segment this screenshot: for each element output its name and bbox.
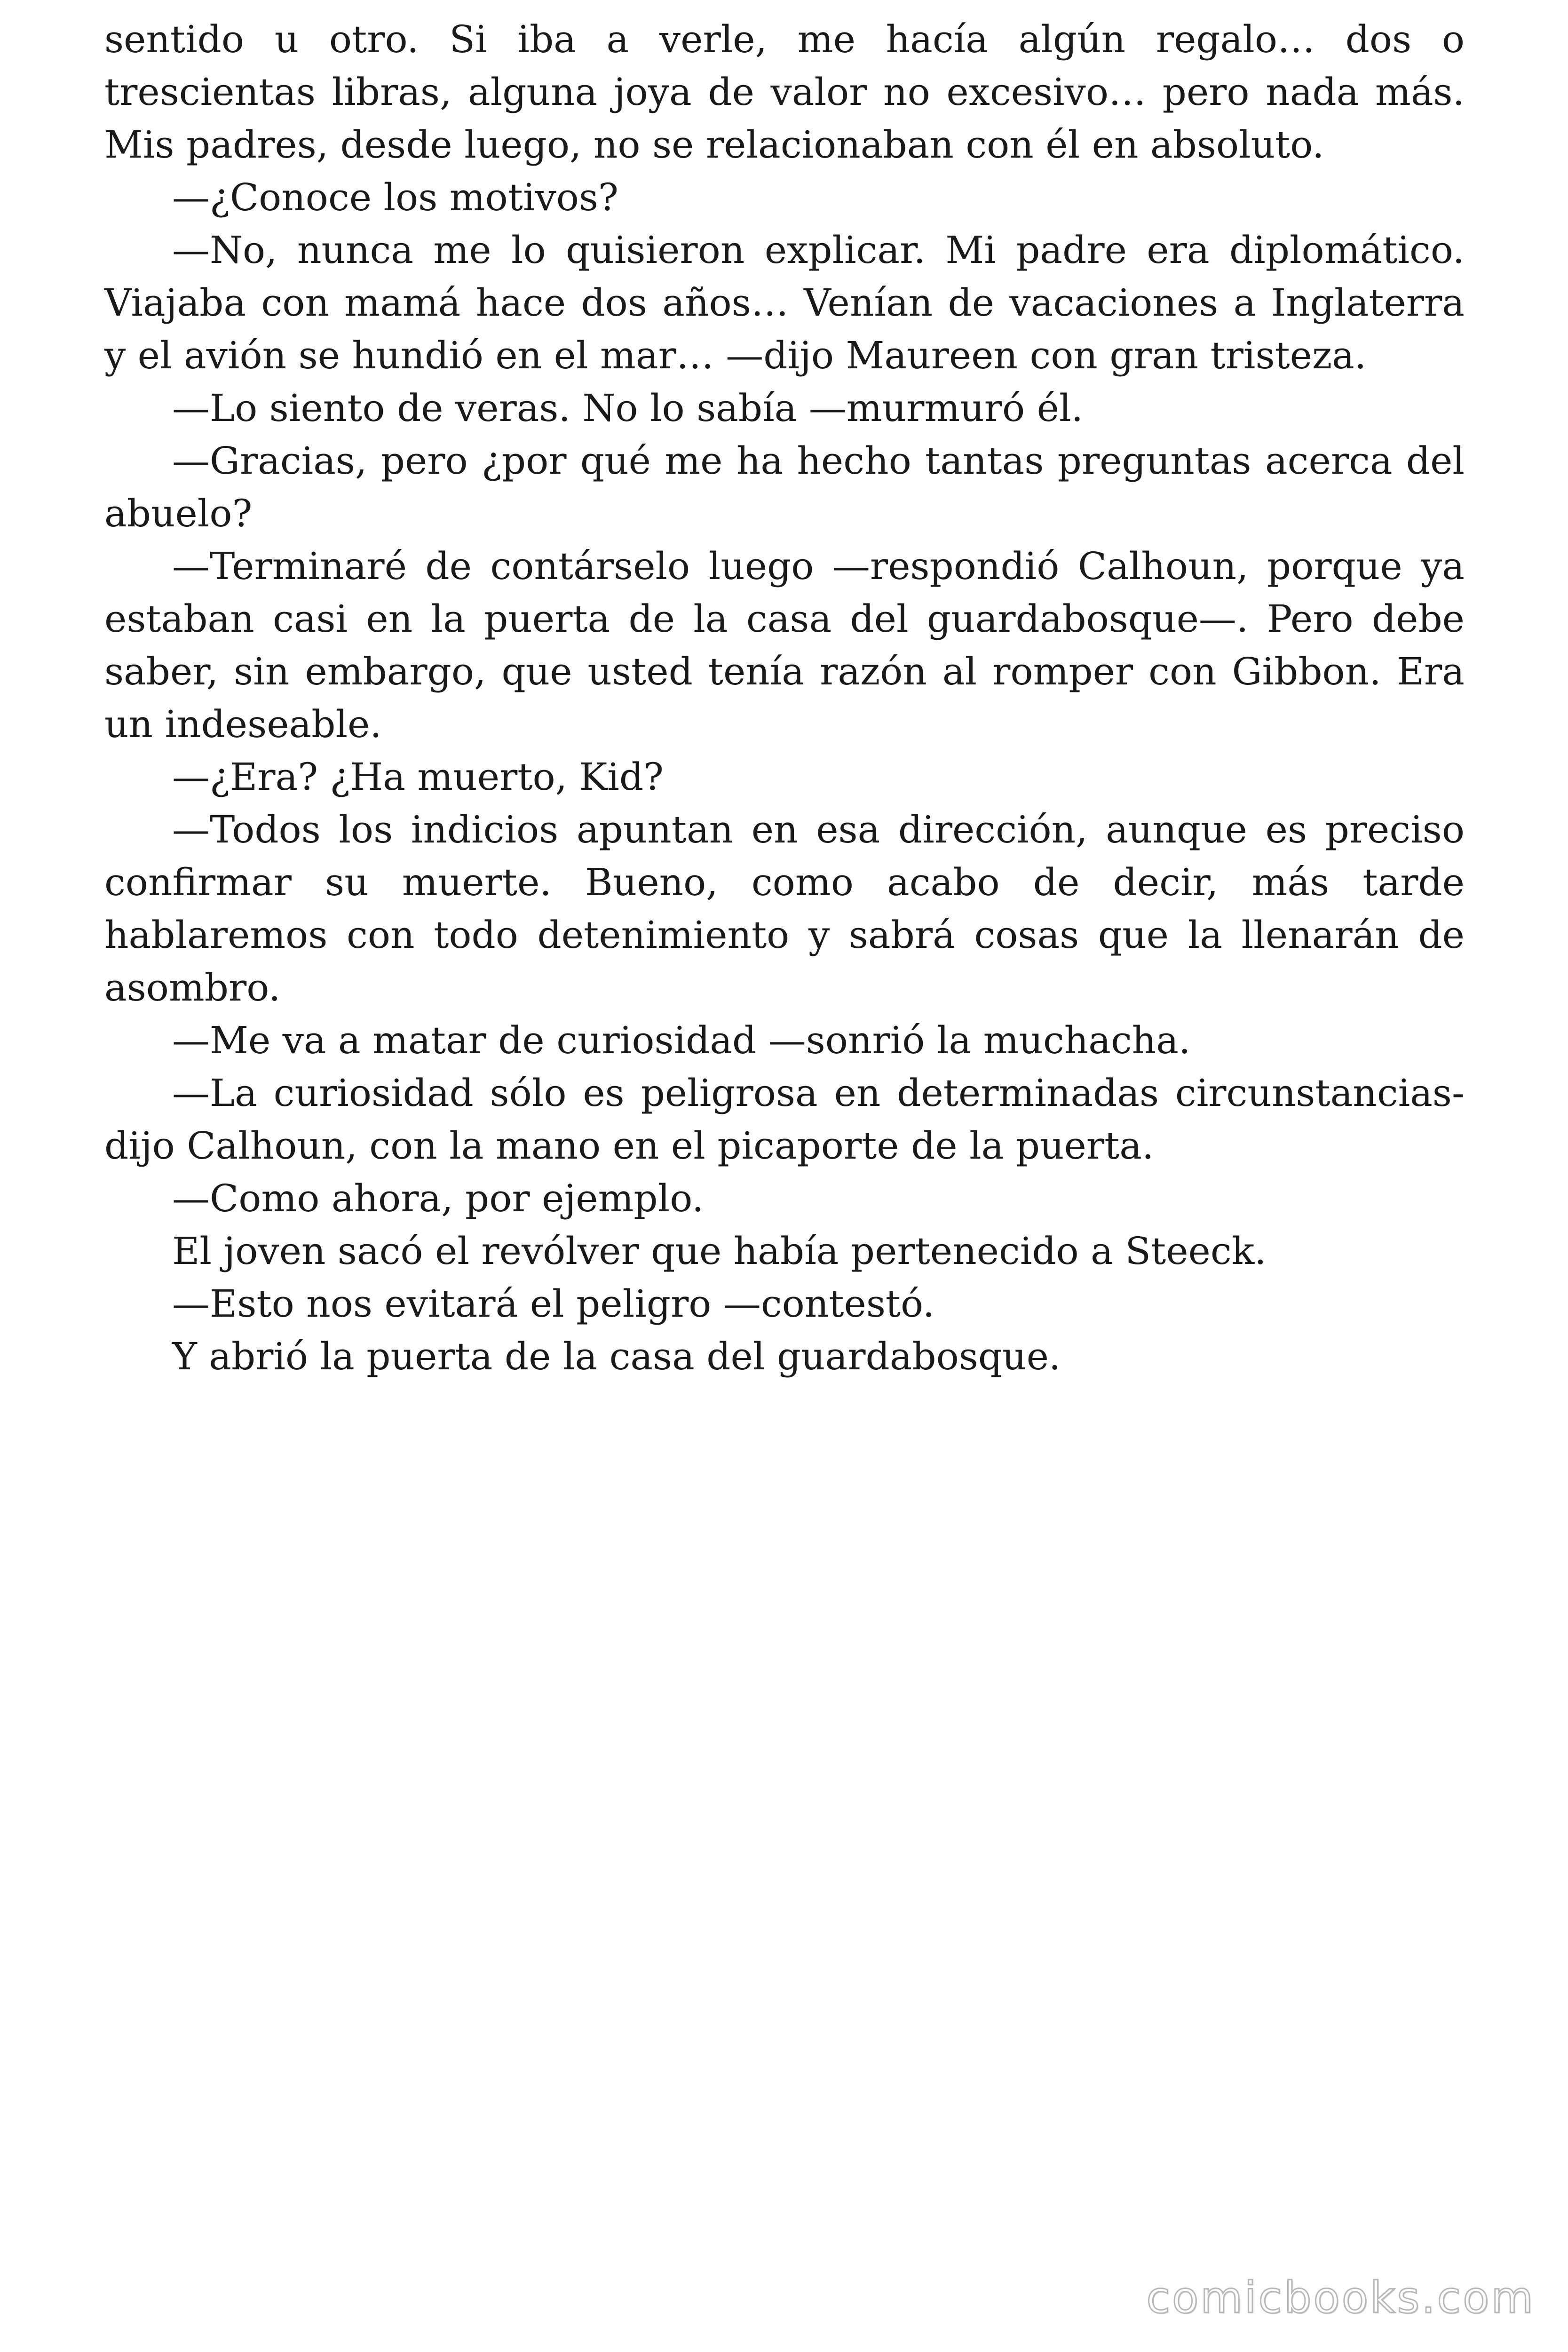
paragraph-10: —La curiosidad sólo es peligrosa en determinadas circunstancias-dijo Calhoun, con la mano en el picaporte de la puerta.	[104, 1071, 1465, 1168]
paragraph-6: —Terminaré de contárselo luego —respondió Calhoun, porque ya estaban casi en la puerta de la casa del guardabosque—. Pero debe saber, sin embargo, que usted tenía razón al romper con Gibbon. Era un indeseable.	[104, 544, 1465, 746]
watermark: comicbooks.com	[1146, 2273, 1535, 2323]
paragraph-12: El joven sacó el revólver que había pertenecido a Steeck.	[172, 1229, 1267, 1273]
paragraph-7: —¿Era? ¿Ha muerto, Kid?	[172, 755, 664, 799]
paragraph-2: —¿Conoce los motivos?	[172, 175, 618, 219]
paragraph-11: —Como ahora, por ejemplo.	[172, 1176, 704, 1220]
paragraph-14: Y abrió la puerta de la casa del guardabosque.	[172, 1335, 1061, 1378]
paragraph-9: —Me va a matar de curiosidad —sonrió la muchacha.	[172, 1018, 1191, 1062]
paragraph-13: —Esto nos evitará el peligro —contestó.	[172, 1282, 935, 1326]
paragraph-4: —Lo siento de veras. No lo sabía —murmuró él.	[172, 386, 1083, 430]
body-text	[104, 13, 1465, 1383]
paragraph-3: —No, nunca me lo quisieron explicar. Mi padre era diplomático. Viajaba con mamá hace dos años… Venían de vacaciones a Inglaterra y el avión se hundió en el mar… —dijo Maureen con gran tristeza.	[104, 228, 1465, 377]
paragraph-8: —Todos los indicios apuntan en esa dirección, aunque es preciso confirmar su muerte. Bueno, como acabo de decir, más tarde hablaremos con todo detenimiento y sabrá cosas que la llenarán de asombro.	[104, 808, 1465, 1009]
paragraph-5: —Gracias, pero ¿por qué me ha hecho tantas preguntas acerca del abuelo?	[104, 439, 1465, 535]
paragraph-1: sentido u otro. Si iba a verle, me hacía algún regalo… dos o trescientas libras, alguna joya de valor no excesivo… pero nada más. Mis padres, desde luego, no se relacionaban con él en absoluto.	[104, 17, 1465, 167]
